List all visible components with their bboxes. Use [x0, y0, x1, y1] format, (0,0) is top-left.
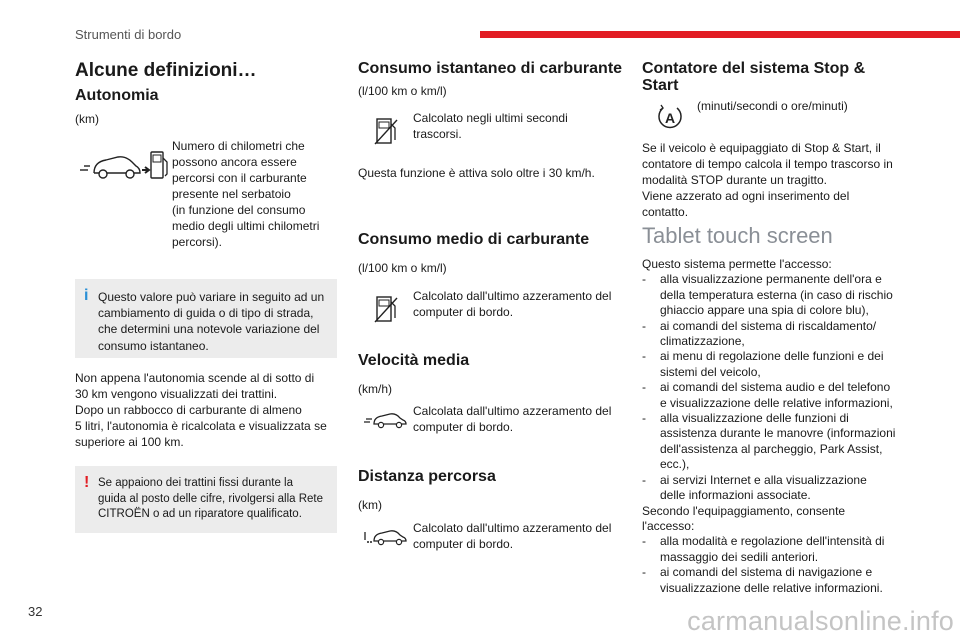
car-distance-icon	[358, 520, 413, 552]
istantaneo-description: Calcolato negli ultimi secondi trascorsi.	[413, 111, 568, 141]
page-title: Alcune definizioni…	[75, 60, 257, 81]
header-accent-bar	[480, 31, 960, 38]
page-number: 32	[28, 604, 43, 619]
unit-medio: (l/100 km o km/l)	[358, 261, 447, 275]
section-title-istantaneo: Consumo istantaneo di carburante	[358, 60, 623, 77]
stop-start-icon	[642, 98, 697, 132]
section-title-tablet: Tablet touch screen	[642, 223, 833, 248]
fuel-pump-crossed-icon	[358, 288, 413, 324]
tablet-list	[642, 272, 922, 503]
list-item: - ai comandi del sistema di navigazione e visualizzazione delle relative informazioni.	[642, 565, 922, 596]
warning-exclamation-icon: !	[84, 474, 90, 491]
tablet-intro-2: Secondo l'equipaggiamento, consente l'accesso:	[642, 503, 846, 533]
velocita-description: Calcolata dall'ultimo azzeramento del computer di bordo.	[413, 404, 612, 434]
autonomia-row	[75, 138, 337, 250]
distanza-description: Calcolato dall'ultimo azzeramento del computer di bordo.	[413, 521, 612, 551]
section-title-distanza: Distanza percorsa	[358, 468, 496, 485]
running-header: Strumenti di bordo	[75, 27, 182, 42]
list-item: - ai comandi del sistema di riscaldamento/ climatizzazione,	[642, 319, 922, 350]
autonomia-description: Numero di chilometri che possono ancora essere percorsi con il carburante presente nel serbatoio (in funzione del consumo medio degli ultimi chilometri percorsi).	[172, 139, 320, 249]
unit-stopstart: (minuti/secondi o ore/minuti)	[697, 99, 848, 113]
istantaneo-row	[358, 110, 628, 146]
tablet-list-2	[642, 534, 922, 596]
distanza-row	[358, 520, 628, 552]
section-title-velocita: Velocità media	[358, 352, 470, 369]
info-box: i Questo valore può variare in seguito ad un cambiamento di guida o di tipo di strada, che determini una notevole variazione del consumo istantaneo.	[75, 279, 337, 358]
stop-start-letter: A	[664, 110, 675, 126]
velocita-row	[358, 403, 628, 435]
section-title-medio: Consumo medio di carburante	[358, 231, 590, 248]
list-item: - ai comandi del sistema audio e del telefono e visualizzazione delle relative informazioni,	[642, 380, 922, 411]
medio-row	[358, 288, 628, 324]
watermark: carmanualsonline.info	[687, 606, 954, 636]
car-speed-icon	[358, 403, 413, 435]
tablet-content	[642, 257, 922, 596]
stopstart-paragraph: Se il veicolo è equipaggiato di Stop & Start, il contatore di tempo calcola il tempo trascorso in modalità STOP durante un tragitto. Viene azzerato ad ogni inserimento del contatto.	[642, 141, 893, 219]
unit-velocita: (km/h)	[358, 382, 392, 396]
list-item: - alla visualizzazione delle funzioni di assistenza durante le manovre (informazioni dell'assistenza al parcheggio, Park Assist, ecc.),	[642, 411, 922, 473]
section-title-stopstart: Contatore del sistema Stop & Start	[642, 60, 866, 94]
list-item: - ai servizi Internet e alla visualizzazione delle informazioni associate.	[642, 473, 922, 504]
unit-autonomia: (km)	[75, 112, 99, 126]
list-item: - alla modalità e regolazione dell'intensità di massaggio dei sedili anteriori.	[642, 534, 922, 565]
autonomia-paragraph: Non appena l'autonomia scende al di sotto di 30 km vengono visualizzati dei trattini. Dopo un rabbocco di carburante di almeno 5 litri, l'autonomia è ricalcolata e visualizzata se superiore ai 100 km.	[75, 371, 327, 449]
car-fuel-pump-icon	[75, 138, 172, 250]
unit-istantaneo: (l/100 km o km/l)	[358, 84, 447, 98]
istantaneo-note: Questa funzione è attiva solo oltre i 30 km/h.	[358, 166, 595, 180]
stopstart-row	[642, 98, 848, 132]
fuel-pump-crossed-icon	[358, 110, 413, 146]
warning-box: ! Se appaiono dei trattini fissi durante la guida al posto delle cifre, rivolgersi alla Rete CITROËN o ad un riparatore qualificato.	[75, 466, 337, 533]
list-item: - ai menu di regolazione delle funzioni e dei sistemi del veicolo,	[642, 349, 922, 380]
list-item: - alla visualizzazione permanente dell'ora e della temperatura esterna (in caso di rischio ghiaccio appare una spia di colore blu),	[642, 272, 922, 318]
unit-distanza: (km)	[358, 498, 382, 512]
tablet-intro: Questo sistema permette l'accesso:	[642, 257, 832, 271]
medio-description: Calcolato dall'ultimo azzeramento del computer di bordo.	[413, 289, 612, 319]
info-icon: i	[84, 287, 89, 304]
section-title-autonomia: Autonomia	[75, 87, 159, 104]
